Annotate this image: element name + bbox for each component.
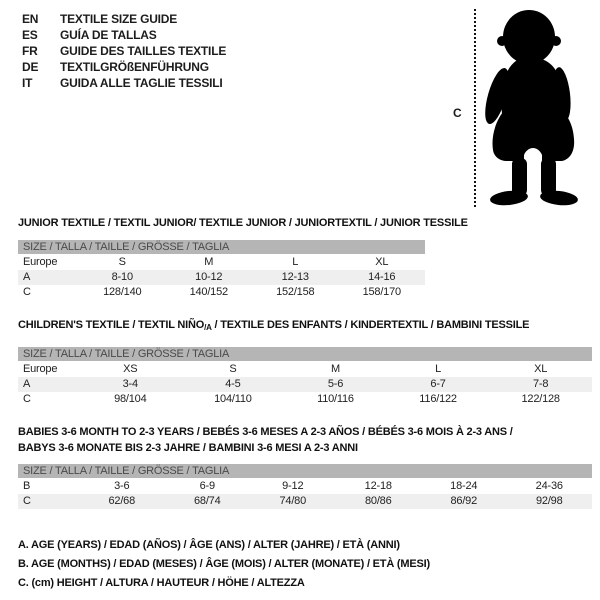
table-cell: 158/170: [362, 286, 401, 298]
table-cell: 128/140: [103, 286, 142, 298]
table-row: [18, 270, 425, 285]
lang-code: FR: [22, 44, 38, 58]
lang-label: TEXTILGRÖßENFÜHRUNG: [60, 60, 209, 74]
table-row: [18, 255, 425, 270]
lang-label: GUIDA ALLE TAGLIE TESSILI: [60, 76, 223, 90]
children-title: [18, 319, 529, 332]
lang-row-fr: [22, 43, 226, 59]
table-cell: 116/122: [419, 393, 457, 405]
table-cell: 14-16: [368, 271, 396, 283]
table-cell: 152/158: [276, 286, 315, 298]
babies-size-header: SIZE / TALLA / TAILLE / GRÖSSE / TAGLIA: [18, 464, 592, 478]
table-row: [18, 392, 592, 407]
table-cell: 92/98: [535, 495, 563, 507]
children-title-sub: /A: [204, 323, 212, 332]
babies-title-line2: BABYS 3-6 MONATE BIS 2-3 JAHRE / BAMBINI 3-6 MESI A 2-3 ANNI: [18, 442, 358, 454]
table-cell: 18-24: [450, 480, 478, 492]
junior-table: [18, 240, 425, 300]
language-block: [22, 11, 226, 91]
footnote-c: C. (cm) HEIGHT / ALTURA / HAUTEUR / HÖHE / ALTEZZA: [18, 577, 305, 589]
table-cell: XL: [534, 363, 548, 375]
height-dotted-line: [474, 9, 476, 207]
lang-label: GUÍA DE TALLAS: [60, 28, 157, 42]
table-cell: 122/128: [521, 393, 560, 405]
table-row: [18, 285, 425, 300]
children-size-header: SIZE / TALLA / TAILLE / GRÖSSE / TAGLIA: [18, 347, 592, 361]
table-cell: 74/80: [279, 495, 307, 507]
table-cell: 6-7: [430, 378, 446, 390]
baby-silhouette-icon: [479, 8, 597, 208]
table-cell: 68/74: [193, 495, 221, 507]
table-cell: 62/68: [108, 495, 136, 507]
lang-row-en: [22, 11, 226, 27]
height-marker-label: C: [453, 106, 462, 120]
footnote-a: A. AGE (YEARS) / EDAD (AÑOS) / ÂGE (ANS) / ALTER (JAHRE) / ETÀ (ANNI): [18, 539, 400, 551]
lang-code: EN: [22, 12, 39, 26]
lang-code: DE: [22, 60, 39, 74]
row-label: A: [23, 378, 31, 390]
table-cell: 8-10: [111, 271, 133, 283]
lang-label: GUIDE DES TAILLES TEXTILE: [60, 44, 227, 58]
table-cell: 6-9: [199, 480, 215, 492]
lang-code: IT: [22, 76, 33, 90]
table-cell: 80/86: [364, 495, 392, 507]
table-cell: 10-12: [195, 271, 223, 283]
babies-title: [18, 424, 513, 456]
table-cell: 3-6: [114, 480, 130, 492]
table-cell: S: [118, 256, 126, 268]
row-label: A: [23, 271, 31, 283]
junior-title: JUNIOR TEXTILE / TEXTIL JUNIOR/ TEXTILE JUNIOR / JUNIORTEXTIL / JUNIOR TESSILE: [18, 217, 468, 229]
table-cell: XL: [375, 256, 389, 268]
table-cell: L: [435, 363, 442, 375]
children-table: [18, 347, 592, 407]
row-label: Europe: [23, 363, 58, 375]
row-label: C: [23, 393, 31, 405]
table-cell: 140/152: [189, 286, 228, 298]
table-cell: 7-8: [533, 378, 549, 390]
table-cell: S: [229, 363, 237, 375]
table-row: [18, 479, 592, 494]
table-row: [18, 377, 592, 392]
table-cell: 24-36: [535, 480, 563, 492]
table-cell: 98/104: [114, 393, 147, 405]
table-cell: 5-6: [327, 378, 344, 390]
children-title-pre: CHILDREN'S TEXTILE / TEXTIL NIÑO: [18, 319, 205, 331]
lang-label: TEXTILE SIZE GUIDE: [60, 12, 178, 26]
table-cell: M: [204, 256, 214, 268]
lang-code: ES: [22, 28, 38, 42]
table-cell: XS: [123, 363, 138, 375]
lang-row-es: [22, 27, 226, 43]
junior-size-header: SIZE / TALLA / TAILLE / GRÖSSE / TAGLIA: [18, 240, 425, 254]
table-cell: 3-4: [122, 378, 138, 390]
row-label: B: [23, 480, 31, 492]
lang-row-it: [22, 75, 226, 91]
row-label: Europe: [23, 256, 58, 268]
table-cell: 12-13: [281, 271, 309, 283]
table-row: [18, 362, 592, 377]
table-cell: 9-12: [282, 480, 304, 492]
row-label: C: [23, 495, 31, 507]
babies-table: [18, 464, 592, 509]
table-cell: 110/116: [317, 393, 354, 405]
footnote-b: B. AGE (MONTHS) / EDAD (MESES) / ÂGE (MOIS) / ALTER (MONATE) / ETÀ (MESI): [18, 558, 430, 570]
table-cell: 12-18: [364, 480, 392, 492]
table-row: [18, 494, 592, 509]
footnotes: [18, 536, 430, 593]
lang-row-de: [22, 59, 226, 75]
table-cell: 4-5: [225, 378, 241, 390]
babies-title-line1: BABIES 3-6 MONTH TO 2-3 YEARS / BEBÉS 3-6 MESES A 2-3 AÑOS / BÉBÉS 3-6 MOIS À 2-3 ANS /: [18, 426, 513, 438]
table-cell: L: [292, 256, 299, 268]
children-title-post: / TEXTILE DES ENFANTS / KINDERTEXTIL / BAMBINI TESSILE: [211, 319, 530, 331]
table-cell: 86/92: [450, 495, 478, 507]
row-label: C: [23, 286, 31, 298]
table-cell: 104/110: [214, 393, 252, 405]
table-cell: M: [331, 363, 340, 375]
